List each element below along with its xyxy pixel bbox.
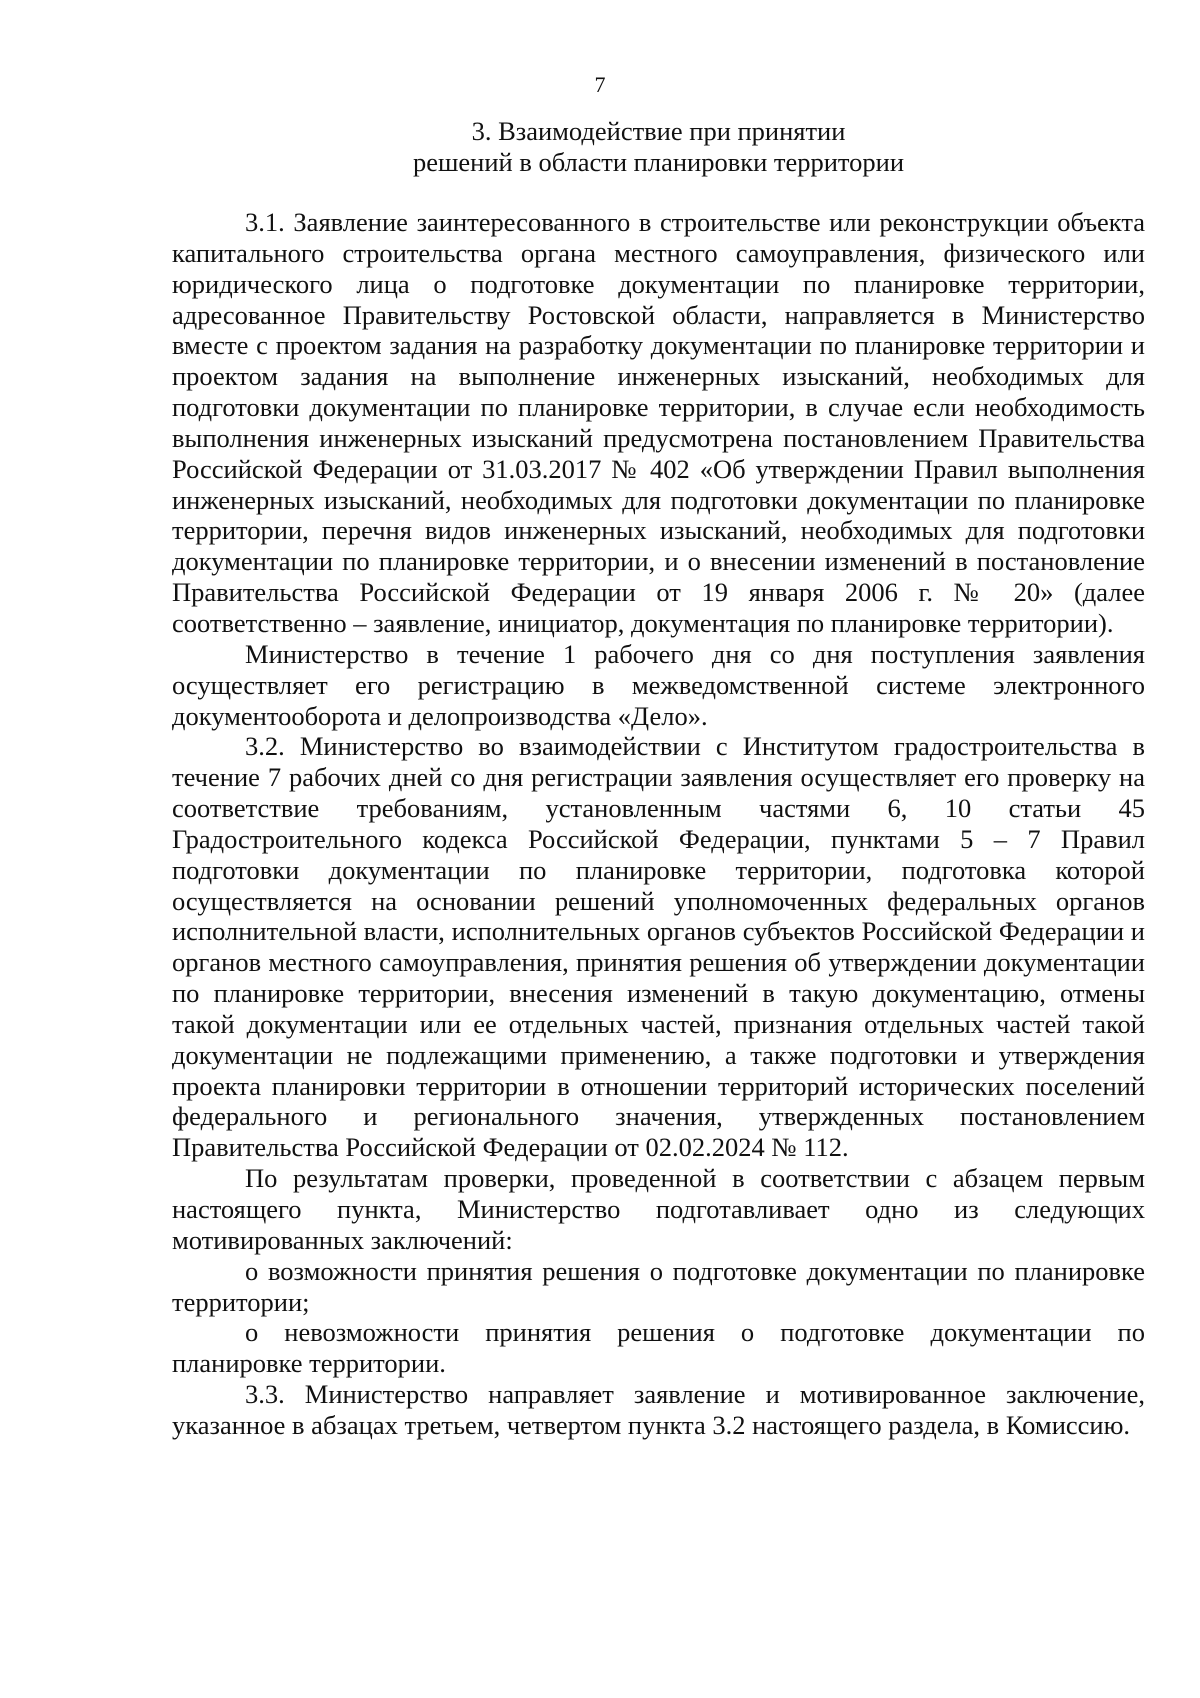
list-item-possibility: о возможности принятия решения о подготовке документации по планировке территории; [172, 1255, 1145, 1317]
paragraph-registration: Министерство в течение 1 рабочего дня со дня поступления заявления осуществляет его регистрацию в межведомственной системе электронного документооборота и делопроизводства «Дело». [172, 638, 1145, 731]
section-heading-line-2: решений в области планировки территории [412, 147, 905, 177]
paragraph-3-1: 3.1. Заявление заинтересованного в строительстве или реконструкции объекта капитального строительства органа местного самоуправления, физического или юридического лица о подготовке документации по планировке территории, адресованное Правительству Ростовской области, направляется в Министерство вместе с проектом задания на разработку документации по планировке территории и проектом задания на выполнение инженерных изысканий, необходимых для подготовки документации по планировке территории, в случае если необходимость выполнения инженерных изысканий предусмотрена постановлением Правительства Российской Федерации от 31.03.2017 № 402 «Об утверждении Правил выполнения инженерных изысканий, необходимых для подготовки документации по планировке территории, перечня видов инженерных изысканий, необходимых для подготовки документации по планировке территории, и о внесении изменений в постановление Правительства Российской Федерации от 19 января 2006 г. № 20» (далее соответственно – заявление, инициатор, документация по планировке территории). [172, 207, 1145, 638]
paragraph-3-3: 3.3. Министерство направляет заявление и мотивированное заключение, указанное в абзацах третьем, четвертом пункта 3.2 настоящего раздела, в Комиссию. [172, 1379, 1145, 1440]
page-number: 7 [594, 72, 606, 97]
section-heading-line-1: 3. Взаимодействие при принятии [471, 116, 846, 146]
document-body [172, 207, 1145, 1441]
list-item-impossibility: о невозможности принятия решения о подготовке документации по планировке территории. [172, 1317, 1145, 1379]
paragraph-3-2: 3.2. Министерство во взаимодействии с Институтом градостроительства в течение 7 рабочих дней со дня регистрации заявления осуществляет его проверку на соответствие требованиям, установленным частями 6, 10 статьи 45 Градостроительного кодекса Российской Федерации, пунктами 5 – 7 Правил подготовки документации по планировке территории, подготовка которой осуществляется на основании решений уполномоченных федеральных органов исполнительной власти, исполнительных органов субъектов Российской Федерации и органов местного самоуправления, принятия решения об утверждении документации по планировке территории, внесения изменений в такую документацию, отмены такой документации или ее отдельных частей, признания отдельных частей такой документации не подлежащими применению, а также подготовки и утверждения проекта планировки территории в отношении территорий исторических поселений федерального и регионального значения, утвержденных постановлением Правительства Российской Федерации от 02.02.2024 № 112. [172, 731, 1145, 1163]
section-heading [172, 116, 1145, 178]
paragraph-check-results: По результатам проверки, проведенной в соответствии с абзацем первым настоящего пункта, Министерство подготавливает одно из следующих мотивированных заключений: [172, 1163, 1145, 1255]
